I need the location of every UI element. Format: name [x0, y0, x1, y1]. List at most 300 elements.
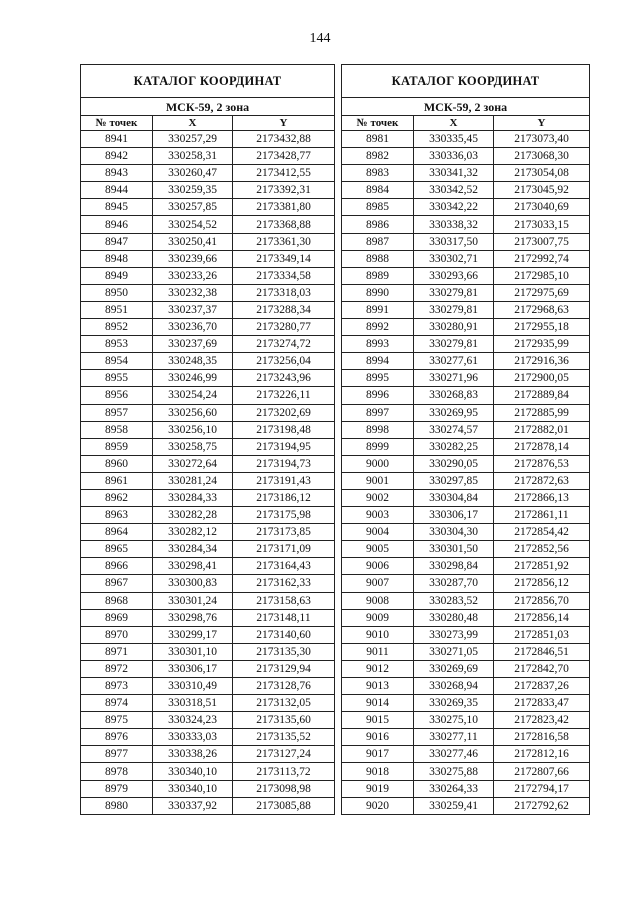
- point-number-cell: 9011: [342, 643, 414, 660]
- table-row: [81, 729, 335, 746]
- y-coordinate-cell: 2173432,88: [233, 131, 335, 148]
- point-number-cell: 9019: [342, 780, 414, 797]
- y-coordinate-cell: 2173274,72: [233, 336, 335, 353]
- coordinate-system-label: МСК-59, 2 зона: [81, 98, 335, 116]
- y-coordinate-cell: 2173135,52: [233, 729, 335, 746]
- point-number-cell: 8987: [342, 233, 414, 250]
- x-coordinate-cell: 330277,61: [414, 353, 494, 370]
- x-coordinate-cell: 330282,28: [153, 507, 233, 524]
- y-coordinate-cell: 2172846,51: [494, 643, 590, 660]
- x-coordinate-cell: 330268,94: [414, 678, 494, 695]
- y-coordinate-cell: 2173198,48: [233, 421, 335, 438]
- x-coordinate-cell: 330299,17: [153, 626, 233, 643]
- point-number-cell: 8982: [342, 148, 414, 165]
- point-number-cell: 8953: [81, 336, 153, 353]
- point-number-cell: 8951: [81, 301, 153, 318]
- coordinate-catalog-left: [80, 64, 335, 815]
- y-coordinate-cell: 2173194,95: [233, 438, 335, 455]
- x-coordinate-cell: 330269,69: [414, 660, 494, 677]
- table-row: [342, 797, 590, 814]
- table-row: [81, 746, 335, 763]
- x-coordinate-cell: 330304,84: [414, 489, 494, 506]
- table-row: [342, 455, 590, 472]
- y-coordinate-cell: 2173085,88: [233, 797, 335, 814]
- x-coordinate-cell: 330256,10: [153, 421, 233, 438]
- point-number-cell: 9003: [342, 507, 414, 524]
- x-coordinate-cell: 330271,05: [414, 643, 494, 660]
- table-row: [81, 575, 335, 592]
- y-coordinate-cell: 2173334,58: [233, 267, 335, 284]
- y-coordinate-cell: 2172872,63: [494, 472, 590, 489]
- column-header-x: X: [414, 116, 494, 131]
- y-coordinate-cell: 2172852,56: [494, 541, 590, 558]
- table-row: [81, 267, 335, 284]
- point-number-cell: 8949: [81, 267, 153, 284]
- point-number-cell: 9012: [342, 660, 414, 677]
- y-coordinate-cell: 2172833,47: [494, 695, 590, 712]
- table-row: [342, 233, 590, 250]
- x-coordinate-cell: 330254,52: [153, 216, 233, 233]
- y-coordinate-cell: 2173392,31: [233, 182, 335, 199]
- point-number-cell: 8959: [81, 438, 153, 455]
- x-coordinate-cell: 330239,66: [153, 250, 233, 267]
- point-number-cell: 8961: [81, 472, 153, 489]
- table-row: [342, 387, 590, 404]
- table-row: [342, 729, 590, 746]
- y-coordinate-cell: 2172992,74: [494, 250, 590, 267]
- x-coordinate-cell: 330298,41: [153, 558, 233, 575]
- x-coordinate-cell: 330290,05: [414, 455, 494, 472]
- point-number-cell: 9017: [342, 746, 414, 763]
- point-number-cell: 8956: [81, 387, 153, 404]
- table-row: [342, 353, 590, 370]
- x-coordinate-cell: 330258,31: [153, 148, 233, 165]
- x-coordinate-cell: 330279,81: [414, 301, 494, 318]
- y-coordinate-cell: 2173127,24: [233, 746, 335, 763]
- y-coordinate-cell: 2173033,15: [494, 216, 590, 233]
- y-coordinate-cell: 2172823,42: [494, 712, 590, 729]
- table-row: [342, 609, 590, 626]
- y-coordinate-cell: 2172889,84: [494, 387, 590, 404]
- table-row: [342, 678, 590, 695]
- point-number-cell: 8965: [81, 541, 153, 558]
- y-coordinate-cell: 2172856,70: [494, 592, 590, 609]
- point-number-cell: 8967: [81, 575, 153, 592]
- table-row: [342, 370, 590, 387]
- point-number-cell: 8955: [81, 370, 153, 387]
- x-coordinate-cell: 330298,76: [153, 609, 233, 626]
- point-number-cell: 8983: [342, 165, 414, 182]
- y-coordinate-cell: 2172792,62: [494, 797, 590, 814]
- x-coordinate-cell: 330324,23: [153, 712, 233, 729]
- point-number-cell: 9016: [342, 729, 414, 746]
- point-number-cell: 8980: [81, 797, 153, 814]
- x-coordinate-cell: 330317,50: [414, 233, 494, 250]
- table-row: [81, 472, 335, 489]
- x-coordinate-cell: 330246,99: [153, 370, 233, 387]
- y-coordinate-cell: 2173129,94: [233, 660, 335, 677]
- table-row: [342, 558, 590, 575]
- y-coordinate-cell: 2173226,11: [233, 387, 335, 404]
- table-row: [342, 336, 590, 353]
- x-coordinate-cell: 330318,51: [153, 695, 233, 712]
- x-coordinate-cell: 330275,10: [414, 712, 494, 729]
- point-number-cell: 8962: [81, 489, 153, 506]
- x-coordinate-cell: 330275,88: [414, 763, 494, 780]
- point-number-cell: 8994: [342, 353, 414, 370]
- point-number-cell: 8986: [342, 216, 414, 233]
- x-coordinate-cell: 330233,26: [153, 267, 233, 284]
- y-coordinate-cell: 2173128,76: [233, 678, 335, 695]
- y-coordinate-cell: 2173132,05: [233, 695, 335, 712]
- y-coordinate-cell: 2172816,58: [494, 729, 590, 746]
- x-coordinate-cell: 330260,47: [153, 165, 233, 182]
- table-row: [81, 353, 335, 370]
- table-row: [342, 695, 590, 712]
- y-coordinate-cell: 2172851,92: [494, 558, 590, 575]
- x-coordinate-cell: 330340,10: [153, 780, 233, 797]
- table-row: [81, 763, 335, 780]
- y-coordinate-cell: 2172916,36: [494, 353, 590, 370]
- table-row: [342, 301, 590, 318]
- point-number-cell: 8943: [81, 165, 153, 182]
- point-number-cell: 8968: [81, 592, 153, 609]
- y-coordinate-cell: 2173162,33: [233, 575, 335, 592]
- point-number-cell: 9001: [342, 472, 414, 489]
- table-row: [81, 541, 335, 558]
- table-row: [81, 797, 335, 814]
- table-row: [342, 216, 590, 233]
- y-coordinate-cell: 2173040,69: [494, 199, 590, 216]
- y-coordinate-cell: 2172856,14: [494, 609, 590, 626]
- table-row: [342, 319, 590, 336]
- x-coordinate-cell: 330277,11: [414, 729, 494, 746]
- point-number-cell: 8942: [81, 148, 153, 165]
- point-number-cell: 8964: [81, 524, 153, 541]
- point-number-cell: 8984: [342, 182, 414, 199]
- point-number-cell: 8975: [81, 712, 153, 729]
- y-coordinate-cell: 2173068,30: [494, 148, 590, 165]
- y-coordinate-cell: 2173288,34: [233, 301, 335, 318]
- y-coordinate-cell: 2172900,05: [494, 370, 590, 387]
- table-row: [342, 746, 590, 763]
- x-coordinate-cell: 330272,64: [153, 455, 233, 472]
- point-number-cell: 8971: [81, 643, 153, 660]
- x-coordinate-cell: 330338,32: [414, 216, 494, 233]
- y-coordinate-cell: 2173135,30: [233, 643, 335, 660]
- table-row: [81, 455, 335, 472]
- x-coordinate-cell: 330335,45: [414, 131, 494, 148]
- y-coordinate-cell: 2173191,43: [233, 472, 335, 489]
- y-coordinate-cell: 2173349,14: [233, 250, 335, 267]
- point-number-cell: 8950: [81, 284, 153, 301]
- table-row: [342, 541, 590, 558]
- table-row: [342, 626, 590, 643]
- y-coordinate-cell: 2173381,80: [233, 199, 335, 216]
- page-number: 144: [309, 31, 331, 46]
- point-number-cell: 8989: [342, 267, 414, 284]
- table-row: [81, 404, 335, 421]
- point-number-cell: 8974: [81, 695, 153, 712]
- table-row: [342, 148, 590, 165]
- point-number-cell: 8960: [81, 455, 153, 472]
- point-number-cell: 9015: [342, 712, 414, 729]
- point-number-cell: 9014: [342, 695, 414, 712]
- y-coordinate-cell: 2172985,10: [494, 267, 590, 284]
- table-row: [342, 712, 590, 729]
- point-number-cell: 9006: [342, 558, 414, 575]
- point-number-cell: 8957: [81, 404, 153, 421]
- point-number-cell: 8981: [342, 131, 414, 148]
- point-number-cell: 8999: [342, 438, 414, 455]
- x-coordinate-cell: 330259,35: [153, 182, 233, 199]
- x-coordinate-cell: 330280,91: [414, 319, 494, 336]
- point-number-cell: 8988: [342, 250, 414, 267]
- table-row: [342, 284, 590, 301]
- point-number-cell: 9009: [342, 609, 414, 626]
- table-row: [342, 438, 590, 455]
- table-row: [81, 592, 335, 609]
- table-row: [81, 678, 335, 695]
- x-coordinate-cell: 330269,95: [414, 404, 494, 421]
- table-row: [342, 165, 590, 182]
- column-header-y: Y: [494, 116, 590, 131]
- x-coordinate-cell: 330301,10: [153, 643, 233, 660]
- y-coordinate-cell: 2172842,70: [494, 660, 590, 677]
- point-number-cell: 9010: [342, 626, 414, 643]
- table-row: [81, 524, 335, 541]
- x-coordinate-cell: 330340,10: [153, 763, 233, 780]
- point-number-cell: 8972: [81, 660, 153, 677]
- table-row: [342, 592, 590, 609]
- point-number-cell: 8969: [81, 609, 153, 626]
- table-row: [81, 216, 335, 233]
- catalog-title: КАТАЛОГ КООРДИНАТ: [342, 65, 590, 98]
- x-coordinate-cell: 330280,48: [414, 609, 494, 626]
- x-coordinate-cell: 330248,35: [153, 353, 233, 370]
- point-number-cell: 8945: [81, 199, 153, 216]
- y-coordinate-cell: 2173164,43: [233, 558, 335, 575]
- table-row: [81, 370, 335, 387]
- x-coordinate-cell: 330306,17: [414, 507, 494, 524]
- table-row: [342, 250, 590, 267]
- table-row: [81, 250, 335, 267]
- point-number-cell: 9007: [342, 575, 414, 592]
- table-row: [342, 489, 590, 506]
- x-coordinate-cell: 330284,33: [153, 489, 233, 506]
- table-row: [81, 148, 335, 165]
- y-coordinate-cell: 2173368,88: [233, 216, 335, 233]
- point-number-cell: 8978: [81, 763, 153, 780]
- column-header-x: X: [153, 116, 233, 131]
- point-number-cell: 8947: [81, 233, 153, 250]
- x-coordinate-cell: 330282,12: [153, 524, 233, 541]
- x-coordinate-cell: 330306,17: [153, 660, 233, 677]
- x-coordinate-cell: 330284,34: [153, 541, 233, 558]
- x-coordinate-cell: 330283,52: [414, 592, 494, 609]
- table-row: [81, 507, 335, 524]
- point-number-cell: 9000: [342, 455, 414, 472]
- column-header-y: Y: [233, 116, 335, 131]
- point-number-cell: 8952: [81, 319, 153, 336]
- x-coordinate-cell: 330302,71: [414, 250, 494, 267]
- y-coordinate-cell: 2172794,17: [494, 780, 590, 797]
- y-coordinate-cell: 2173054,08: [494, 165, 590, 182]
- table-row: [81, 387, 335, 404]
- point-number-cell: 9002: [342, 489, 414, 506]
- x-coordinate-cell: 330336,03: [414, 148, 494, 165]
- table-row: [342, 131, 590, 148]
- x-coordinate-cell: 330301,50: [414, 541, 494, 558]
- y-coordinate-cell: 2172851,03: [494, 626, 590, 643]
- point-number-cell: 8979: [81, 780, 153, 797]
- point-number-cell: 9013: [342, 678, 414, 695]
- x-coordinate-cell: 330232,38: [153, 284, 233, 301]
- x-coordinate-cell: 330277,46: [414, 746, 494, 763]
- coordinate-system-label: МСК-59, 2 зона: [342, 98, 590, 116]
- x-coordinate-cell: 330236,70: [153, 319, 233, 336]
- y-coordinate-cell: 2173412,55: [233, 165, 335, 182]
- y-coordinate-cell: 2172837,26: [494, 678, 590, 695]
- x-coordinate-cell: 330279,81: [414, 284, 494, 301]
- x-coordinate-cell: 330271,96: [414, 370, 494, 387]
- y-coordinate-cell: 2173194,73: [233, 455, 335, 472]
- point-number-cell: 8963: [81, 507, 153, 524]
- point-number-cell: 8976: [81, 729, 153, 746]
- x-coordinate-cell: 330298,84: [414, 558, 494, 575]
- table-row: [342, 199, 590, 216]
- table-row: [81, 199, 335, 216]
- point-number-cell: 8970: [81, 626, 153, 643]
- point-number-cell: 8958: [81, 421, 153, 438]
- x-coordinate-cell: 330254,24: [153, 387, 233, 404]
- table-row: [342, 472, 590, 489]
- table-row: [81, 643, 335, 660]
- y-coordinate-cell: 2173158,63: [233, 592, 335, 609]
- x-coordinate-cell: 330279,81: [414, 336, 494, 353]
- point-number-cell: 9018: [342, 763, 414, 780]
- y-coordinate-cell: 2172856,12: [494, 575, 590, 592]
- x-coordinate-cell: 330268,83: [414, 387, 494, 404]
- point-number-cell: 8992: [342, 319, 414, 336]
- y-coordinate-cell: 2173173,85: [233, 524, 335, 541]
- point-number-cell: 8997: [342, 404, 414, 421]
- y-coordinate-cell: 2172866,13: [494, 489, 590, 506]
- y-coordinate-cell: 2173007,75: [494, 233, 590, 250]
- y-coordinate-cell: 2172876,53: [494, 455, 590, 472]
- y-coordinate-cell: 2173256,04: [233, 353, 335, 370]
- table-row: [342, 267, 590, 284]
- y-coordinate-cell: 2172878,14: [494, 438, 590, 455]
- table-row: [342, 780, 590, 797]
- y-coordinate-cell: 2173045,92: [494, 182, 590, 199]
- point-number-cell: 8977: [81, 746, 153, 763]
- y-coordinate-cell: 2173318,03: [233, 284, 335, 301]
- column-header-point-number: № точек: [342, 116, 414, 131]
- point-number-cell: 8946: [81, 216, 153, 233]
- table-row: [81, 660, 335, 677]
- point-number-cell: 9020: [342, 797, 414, 814]
- y-coordinate-cell: 2172807,66: [494, 763, 590, 780]
- y-coordinate-cell: 2172935,99: [494, 336, 590, 353]
- table-row: [342, 763, 590, 780]
- y-coordinate-cell: 2173140,60: [233, 626, 335, 643]
- point-number-cell: 8944: [81, 182, 153, 199]
- y-coordinate-cell: 2172955,18: [494, 319, 590, 336]
- point-number-cell: 9008: [342, 592, 414, 609]
- point-number-cell: 8985: [342, 199, 414, 216]
- y-coordinate-cell: 2173280,77: [233, 319, 335, 336]
- y-coordinate-cell: 2173113,72: [233, 763, 335, 780]
- x-coordinate-cell: 330304,30: [414, 524, 494, 541]
- point-number-cell: 8996: [342, 387, 414, 404]
- x-coordinate-cell: 330342,52: [414, 182, 494, 199]
- table-row: [81, 712, 335, 729]
- x-coordinate-cell: 330273,99: [414, 626, 494, 643]
- point-number-cell: 8990: [342, 284, 414, 301]
- table-row: [342, 507, 590, 524]
- x-coordinate-cell: 330269,35: [414, 695, 494, 712]
- point-number-cell: 8998: [342, 421, 414, 438]
- table-row: [81, 558, 335, 575]
- x-coordinate-cell: 330341,32: [414, 165, 494, 182]
- x-coordinate-cell: 330337,92: [153, 797, 233, 814]
- x-coordinate-cell: 330300,83: [153, 575, 233, 592]
- x-coordinate-cell: 330338,26: [153, 746, 233, 763]
- table-row: [81, 301, 335, 318]
- x-coordinate-cell: 330237,69: [153, 336, 233, 353]
- table-row: [81, 319, 335, 336]
- y-coordinate-cell: 2173243,96: [233, 370, 335, 387]
- point-number-cell: 8991: [342, 301, 414, 318]
- y-coordinate-cell: 2173175,98: [233, 507, 335, 524]
- x-coordinate-cell: 330287,70: [414, 575, 494, 592]
- y-coordinate-cell: 2173202,69: [233, 404, 335, 421]
- y-coordinate-cell: 2173361,30: [233, 233, 335, 250]
- table-row: [81, 438, 335, 455]
- table-row: [342, 660, 590, 677]
- point-number-cell: 8966: [81, 558, 153, 575]
- x-coordinate-cell: 330237,37: [153, 301, 233, 318]
- point-number-cell: 8993: [342, 336, 414, 353]
- table-row: [342, 182, 590, 199]
- x-coordinate-cell: 330342,22: [414, 199, 494, 216]
- y-coordinate-cell: 2173428,77: [233, 148, 335, 165]
- x-coordinate-cell: 330333,03: [153, 729, 233, 746]
- x-coordinate-cell: 330258,75: [153, 438, 233, 455]
- point-number-cell: 8954: [81, 353, 153, 370]
- catalog-body: [81, 131, 335, 815]
- point-number-cell: 9004: [342, 524, 414, 541]
- y-coordinate-cell: 2172968,63: [494, 301, 590, 318]
- table-row: [342, 643, 590, 660]
- point-number-cell: 8973: [81, 678, 153, 695]
- table-row: [342, 524, 590, 541]
- coordinate-catalog-right: [341, 64, 590, 815]
- x-coordinate-cell: 330282,25: [414, 438, 494, 455]
- table-row: [81, 489, 335, 506]
- x-coordinate-cell: 330257,85: [153, 199, 233, 216]
- y-coordinate-cell: 2172854,42: [494, 524, 590, 541]
- point-number-cell: 8995: [342, 370, 414, 387]
- table-row: [81, 780, 335, 797]
- point-number-cell: 9005: [342, 541, 414, 558]
- table-row: [81, 421, 335, 438]
- x-coordinate-cell: 330301,24: [153, 592, 233, 609]
- table-row: [81, 626, 335, 643]
- x-coordinate-cell: 330264,33: [414, 780, 494, 797]
- x-coordinate-cell: 330259,41: [414, 797, 494, 814]
